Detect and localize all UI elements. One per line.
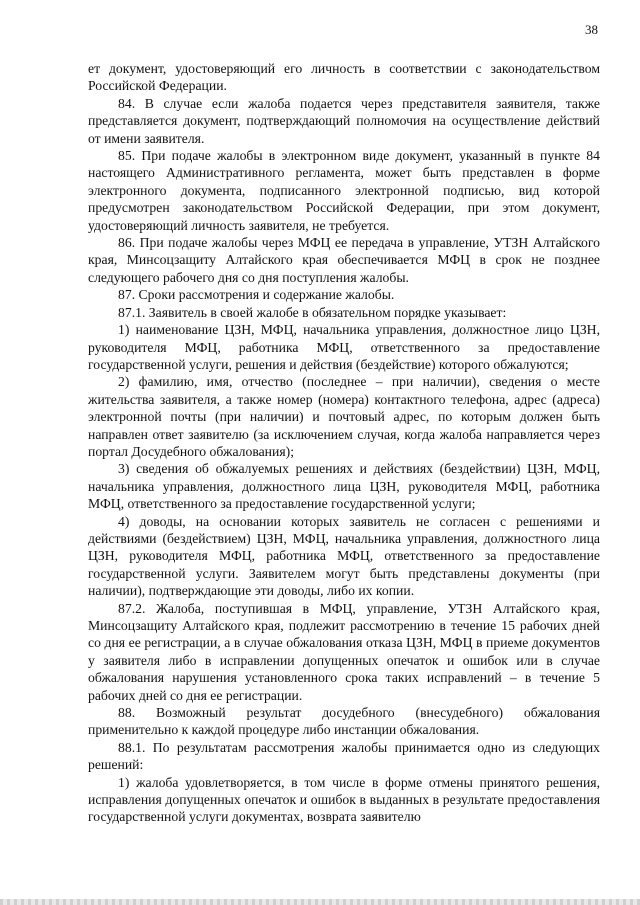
paragraph-84: 84. В случае если жалоба подается через представителя заявителя, также представляется документ, подтверждающий полномочия на осуществление действий от имени заявителя.: [88, 95, 600, 146]
paragraph-85: 85. При подаче жалобы в электронном виде документ, указанный в пункте 84 настоящего Административного регламента, может быть представлен в форме электронного документа, подписанного электронной подписью, вид которой предусмотрен законодательством Российской Федерации, при этом документ, удостоверяющий личность заявителя, не требуется.: [88, 148, 600, 233]
list-item-3: 3) сведения об обжалуемых решениях и действиях (бездействии) ЦЗН, МФЦ, начальника управления, должностного лица ЦЗН, руководителя МФЦ, работника МФЦ, ответственного за предоставление государственной услуги;: [88, 461, 600, 512]
paragraph-88: 88. Возможный результат досудебного (внесудебного) обжалования применительно к каждой процедуре либо инстанции обжалования.: [88, 705, 600, 738]
document-body: [88, 60, 600, 826]
list-item-2: 2) фамилию, имя, отчество (последнее – при наличии), сведения о месте жительства заявителя, а также номер (номера) контактного телефона, адрес (адреса) электронной почты (при наличии) и почтовый адрес, по которым должен быть направлен ответ заявителю (за исключением случая, когда жалоба направляется через портал Досудебного обжалования);: [88, 374, 600, 459]
paragraph-87-1: 87.1. Заявитель в своей жалобе в обязательном порядке указывает:: [118, 304, 507, 320]
paragraph-87-2: 87.2. Жалоба, поступившая в МФЦ, управление, УТЗН Алтайского края, Минсоцзащиту Алтайского края, подлежит рассмотрению в течение 15 рабочих дней со дня ее регистрации, а в случае обжалования отказа ЦЗН, МФЦ в приеме документов у заявителя либо в исправлении допущенных опечаток и ошибок или в случае обжалования нарушения установленного срока таких исправлений – в течение 5 рабочих дней со дня ее регистрации.: [88, 600, 600, 703]
paragraph-86: 86. При подаче жалобы через МФЦ ее передача в управление, УТЗН Алтайского края, Минсоцзащиту Алтайского края обеспечивается МФЦ в срок не позднее следующего рабочего дня со дня поступления жалобы.: [88, 235, 600, 285]
paragraph-87: 87. Сроки рассмотрения и содержание жалобы.: [118, 287, 395, 303]
decision-item-1: 1) жалоба удовлетворяется, в том числе в форме отмены принятого решения, исправления допущенных опечаток и ошибок в выданных в результате предоставления государственной услуги документах, возврата заявителю: [88, 774, 600, 825]
paragraph-88-1: 88.1. По результатам рассмотрения жалобы принимается одно из следующих решений:: [88, 739, 600, 773]
page-number: 38: [585, 22, 598, 37]
list-item-1: 1) наименование ЦЗН, МФЦ, начальника управления, должностное лицо ЦЗН, руководителя МФЦ, работника МФЦ, ответственного за предоставление государственной услуги, решения и действия (бездействие) которого обжалуются;: [88, 322, 600, 372]
scan-edge: [0, 899, 640, 905]
paragraph-continuation: ет документ, удостоверяющий его личность в соответствии с законодательством Российской Федерации.: [88, 61, 600, 94]
list-item-4: 4) доводы, на основании которых заявитель не согласен с решениями и действиями (бездействием) ЦЗН, МФЦ, начальника управления, должностного лица ЦЗН, руководителя МФЦ, работника МФЦ, ответственного за предоставление государственной услуги. Заявителем могут быть представлены документы (при наличии), подтверждающие эти доводы, либо их копии.: [88, 513, 600, 599]
